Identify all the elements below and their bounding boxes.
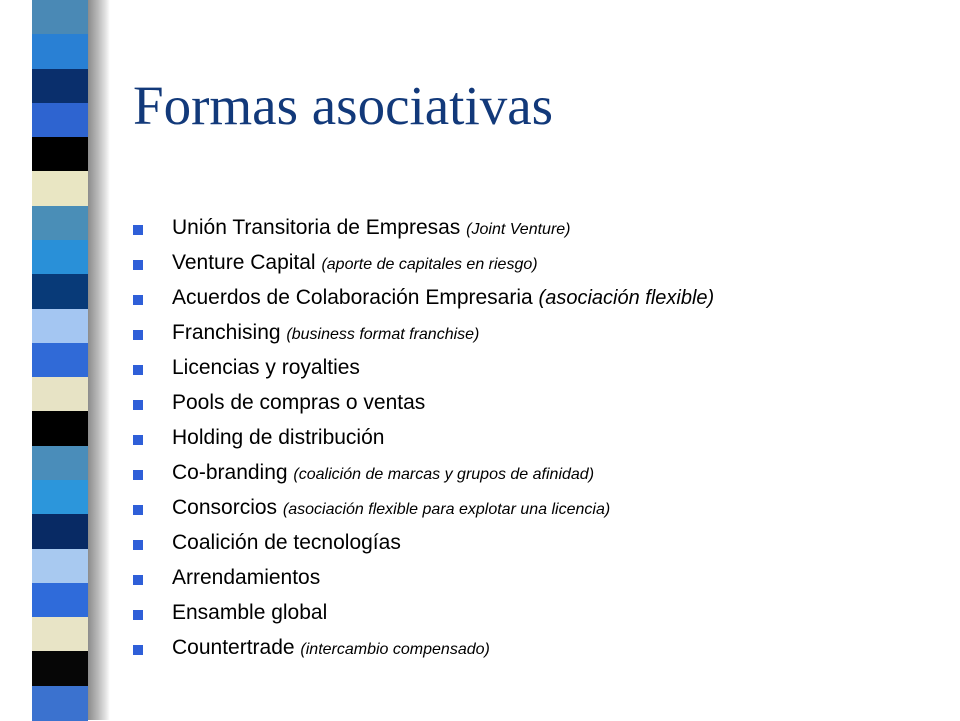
bullet-text: Pools de compras o ventas [172,391,426,414]
color-stripe [32,309,88,344]
color-stripe [32,206,88,241]
bullet-note: (aporte de capitales en riesgo) [321,256,538,273]
bullet-text: Coalición de tecnologías [172,531,401,554]
bullet-note: (Joint Venture) [466,221,571,238]
color-stripe [32,446,88,481]
slide-title: Formas asociativas [133,75,554,136]
bullet-note: (asociación flexible) [538,287,715,309]
square-bullet-icon [133,645,143,655]
color-stripe [32,651,88,686]
square-bullet-icon [133,540,143,550]
color-stripe [32,240,88,275]
square-bullet-icon [133,260,143,270]
bullet-text: Acuerdos de Colaboración Empresaria [172,286,533,309]
bullet-text: Countertrade [172,636,295,659]
color-stripe [32,137,88,172]
decorative-stripe-band [32,0,88,720]
color-stripe [32,377,88,412]
square-bullet-icon [133,330,143,340]
bullet-note: (business format franchise) [286,326,480,343]
bullet-text: Consorcios [172,496,278,519]
color-stripe [32,171,88,206]
square-bullet-icon [133,610,143,620]
color-stripe [32,549,88,584]
color-stripe [32,480,88,515]
bullet-note: (asociación flexible para explotar una licencia) [282,501,611,518]
bullet-text: Co-branding [172,461,288,484]
color-stripe [32,274,88,309]
square-bullet-icon [133,400,143,410]
square-bullet-icon [133,365,143,375]
color-stripe [32,583,88,618]
color-stripe [32,411,88,446]
color-stripe [32,69,88,104]
color-stripe [32,617,88,652]
bullet-text: Licencias y royalties [172,356,360,379]
color-stripe [32,343,88,378]
square-bullet-icon [133,295,143,305]
square-bullet-icon [133,505,143,515]
square-bullet-icon [133,575,143,585]
bullet-text: Franchising [172,321,281,344]
stripe-shadow [88,0,110,720]
color-stripe [32,0,88,35]
bullet-text: Venture Capital [172,251,316,274]
color-stripe [32,103,88,138]
square-bullet-icon [133,470,143,480]
bullet-note: (coalición de marcas y grupos de afinidad) [293,466,595,483]
color-stripe [32,686,88,721]
bullet-text: Arrendamientos [172,566,321,589]
color-stripe [32,514,88,549]
square-bullet-icon [133,435,143,445]
bullet-text: Holding de distribución [172,426,385,449]
color-stripe [32,34,88,69]
bullet-text: Unión Transitoria de Empresas [172,216,461,239]
bullet-note: (intercambio compensado) [300,641,490,658]
bullet-text: Ensamble global [172,601,328,624]
square-bullet-icon [133,225,143,235]
